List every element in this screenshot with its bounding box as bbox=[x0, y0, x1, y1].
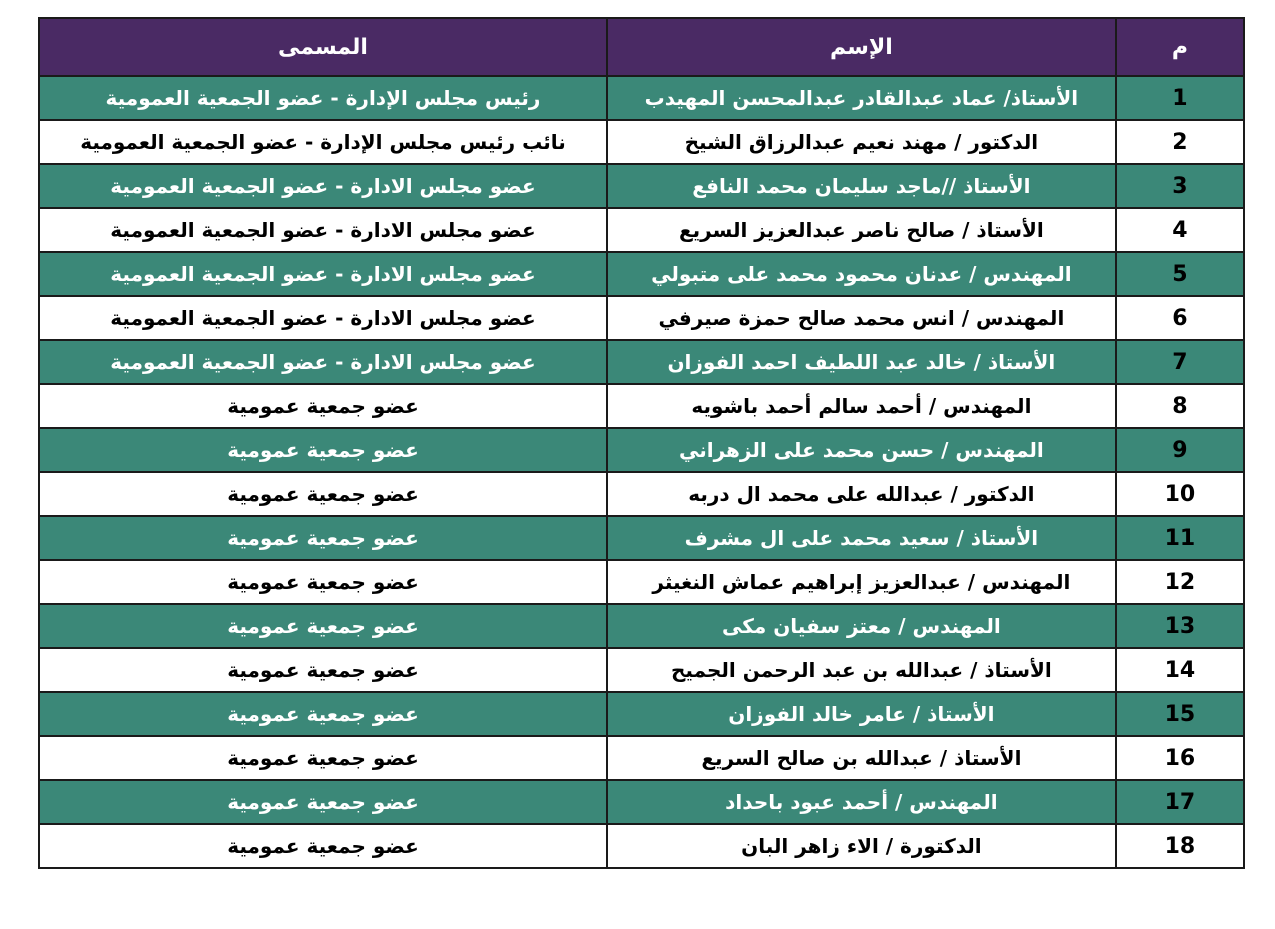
table-row bbox=[39, 120, 1244, 164]
table-row bbox=[39, 824, 1244, 868]
row-name-cell: الأستاذ / عبدالله بن صالح السريع bbox=[607, 736, 1116, 780]
table-row bbox=[39, 472, 1244, 516]
row-name-cell: المهندس / أحمد عبود باحداد bbox=[607, 780, 1116, 824]
row-name-cell: الأستاذ / سعيد محمد على ال مشرف bbox=[607, 516, 1116, 560]
row-name-cell: الأستاذ / صالح ناصر عبدالعزيز السريع bbox=[607, 208, 1116, 252]
table-row bbox=[39, 208, 1244, 252]
table-row bbox=[39, 516, 1244, 560]
table-row bbox=[39, 604, 1244, 648]
table-row bbox=[39, 164, 1244, 208]
row-number-cell: 8 bbox=[1116, 384, 1244, 428]
row-title-cell: عضو مجلس الادارة - عضو الجمعية العمومية bbox=[39, 164, 607, 208]
row-title-cell: عضو مجلس الادارة - عضو الجمعية العمومية bbox=[39, 208, 607, 252]
row-name-cell: الدكتور / مهند نعيم عبدالرزاق الشيخ bbox=[607, 120, 1116, 164]
row-number-cell: 3 bbox=[1116, 164, 1244, 208]
row-name-cell: الدكتورة / الاء زاهر البان bbox=[607, 824, 1116, 868]
row-number-cell: 1 bbox=[1116, 76, 1244, 120]
table-row bbox=[39, 76, 1244, 120]
row-number-cell: 18 bbox=[1116, 824, 1244, 868]
row-name-cell: الأستاذ/ عماد عبدالقادر عبدالمحسن المهيدب bbox=[607, 76, 1116, 120]
row-number-cell: 10 bbox=[1116, 472, 1244, 516]
row-title-cell: عضو مجلس الادارة - عضو الجمعية العمومية bbox=[39, 296, 607, 340]
table-row bbox=[39, 384, 1244, 428]
row-title-cell: عضو جمعية عمومية bbox=[39, 736, 607, 780]
row-title-cell: عضو جمعية عمومية bbox=[39, 604, 607, 648]
row-title-cell: رئيس مجلس الإدارة - عضو الجمعية العمومية bbox=[39, 76, 607, 120]
row-title-cell: عضو مجلس الادارة - عضو الجمعية العمومية bbox=[39, 252, 607, 296]
table-header-row bbox=[39, 18, 1244, 76]
row-name-cell: المهندس / عدنان محمود محمد على متبولي bbox=[607, 252, 1116, 296]
row-name-cell: الأستاذ / عامر خالد الفوزان bbox=[607, 692, 1116, 736]
table-body bbox=[39, 76, 1244, 868]
table-row bbox=[39, 296, 1244, 340]
row-number-cell: 17 bbox=[1116, 780, 1244, 824]
table-row bbox=[39, 648, 1244, 692]
row-name-cell: الأستاذ //ماجد سليمان محمد النافع bbox=[607, 164, 1116, 208]
row-number-cell: 9 bbox=[1116, 428, 1244, 472]
row-number-cell: 14 bbox=[1116, 648, 1244, 692]
table-row bbox=[39, 560, 1244, 604]
row-number-cell: 4 bbox=[1116, 208, 1244, 252]
row-title-cell: عضو جمعية عمومية bbox=[39, 384, 607, 428]
header-number: م bbox=[1116, 18, 1244, 76]
row-name-cell: الأستاذ / عبدالله بن عبد الرحمن الجميح bbox=[607, 648, 1116, 692]
table-row bbox=[39, 692, 1244, 736]
row-name-cell: المهندس / أحمد سالم أحمد باشويه bbox=[607, 384, 1116, 428]
members-table bbox=[38, 17, 1245, 869]
row-number-cell: 5 bbox=[1116, 252, 1244, 296]
row-name-cell: المهندس / حسن محمد على الزهراني bbox=[607, 428, 1116, 472]
row-name-cell: الدكتور / عبدالله على محمد ال دربه bbox=[607, 472, 1116, 516]
row-number-cell: 12 bbox=[1116, 560, 1244, 604]
row-title-cell: عضو جمعية عمومية bbox=[39, 824, 607, 868]
row-name-cell: المهندس / معتز سفيان مكى bbox=[607, 604, 1116, 648]
row-title-cell: عضو جمعية عمومية bbox=[39, 648, 607, 692]
row-name-cell: المهندس / عبدالعزيز إبراهيم عماش النغيثر bbox=[607, 560, 1116, 604]
row-title-cell: عضو جمعية عمومية bbox=[39, 560, 607, 604]
header-name: الإسم bbox=[607, 18, 1116, 76]
table-row bbox=[39, 736, 1244, 780]
row-number-cell: 6 bbox=[1116, 296, 1244, 340]
table-row bbox=[39, 340, 1244, 384]
row-title-cell: عضو جمعية عمومية bbox=[39, 516, 607, 560]
row-title-cell: عضو جمعية عمومية bbox=[39, 692, 607, 736]
row-title-cell: نائب رئيس مجلس الإدارة - عضو الجمعية العمومية bbox=[39, 120, 607, 164]
row-number-cell: 11 bbox=[1116, 516, 1244, 560]
row-number-cell: 2 bbox=[1116, 120, 1244, 164]
row-number-cell: 7 bbox=[1116, 340, 1244, 384]
row-name-cell: الأستاذ / خالد عبد اللطيف احمد الفوزان bbox=[607, 340, 1116, 384]
row-title-cell: عضو مجلس الادارة - عضو الجمعية العمومية bbox=[39, 340, 607, 384]
row-number-cell: 15 bbox=[1116, 692, 1244, 736]
row-name-cell: المهندس / انس محمد صالح حمزة صيرفي bbox=[607, 296, 1116, 340]
table-row bbox=[39, 780, 1244, 824]
header-title: المسمى bbox=[39, 18, 607, 76]
row-title-cell: عضو جمعية عمومية bbox=[39, 780, 607, 824]
table-row bbox=[39, 428, 1244, 472]
row-number-cell: 13 bbox=[1116, 604, 1244, 648]
table-row bbox=[39, 252, 1244, 296]
row-number-cell: 16 bbox=[1116, 736, 1244, 780]
row-title-cell: عضو جمعية عمومية bbox=[39, 428, 607, 472]
row-title-cell: عضو جمعية عمومية bbox=[39, 472, 607, 516]
